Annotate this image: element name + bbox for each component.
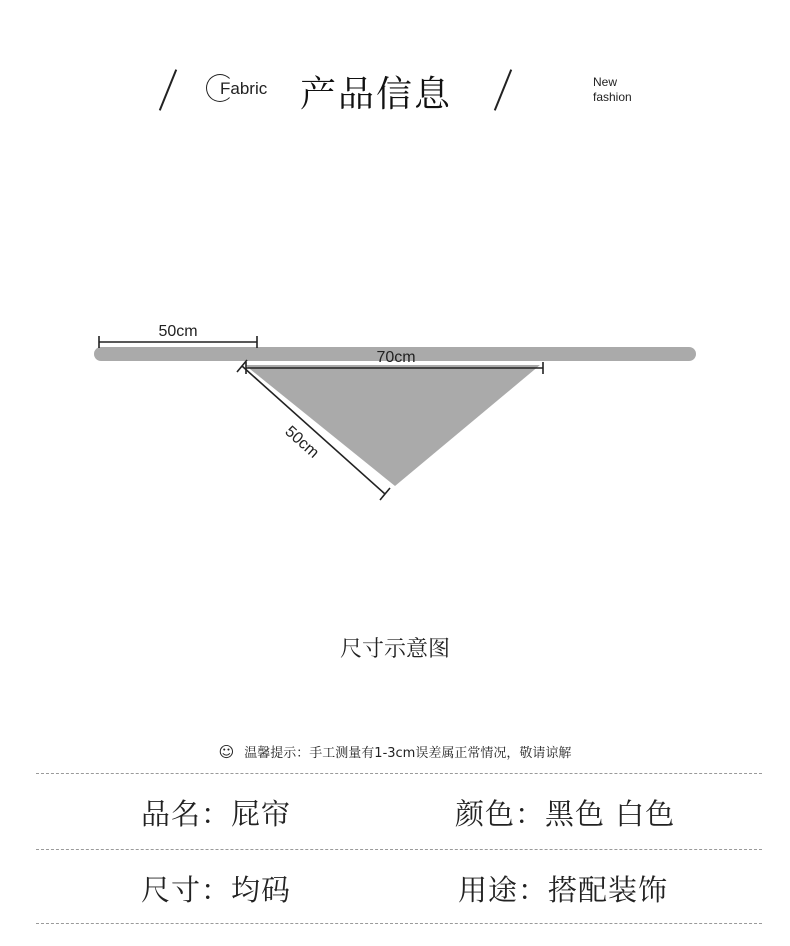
diagram-caption: 尺寸示意图	[339, 637, 450, 662]
divider-dashed-2	[36, 849, 762, 850]
size-diagram	[0, 300, 790, 520]
spec-color: 颜色：黑色 白色	[455, 797, 676, 831]
spec-name: 品名：屁帘	[141, 797, 292, 831]
divider-slash-right	[494, 69, 512, 111]
side-dimension-label: 50cm	[281, 422, 322, 462]
base-dimension-label: 70cm	[376, 349, 416, 366]
new-fashion-line2: fashion	[593, 90, 632, 104]
top-dimension-label: 50cm	[158, 323, 198, 340]
new-fashion-line1: New	[593, 75, 618, 89]
new-fashion-label	[593, 75, 632, 105]
divider-dashed-1	[36, 773, 762, 774]
spec-size: 尺寸：均码	[141, 873, 292, 907]
page-title: 产品信息	[300, 74, 453, 115]
tip-row	[0, 742, 790, 761]
divider-slash-left	[159, 69, 177, 111]
tip-text: 温馨提示：手工测量有1-3cm误差属正常情况，敬请谅解	[244, 746, 572, 761]
spec-use: 用途：搭配装饰	[458, 873, 669, 907]
divider-dashed-3	[36, 923, 762, 924]
fabric-label: Fabric	[220, 79, 268, 98]
smile-icon: ☺	[218, 743, 235, 761]
